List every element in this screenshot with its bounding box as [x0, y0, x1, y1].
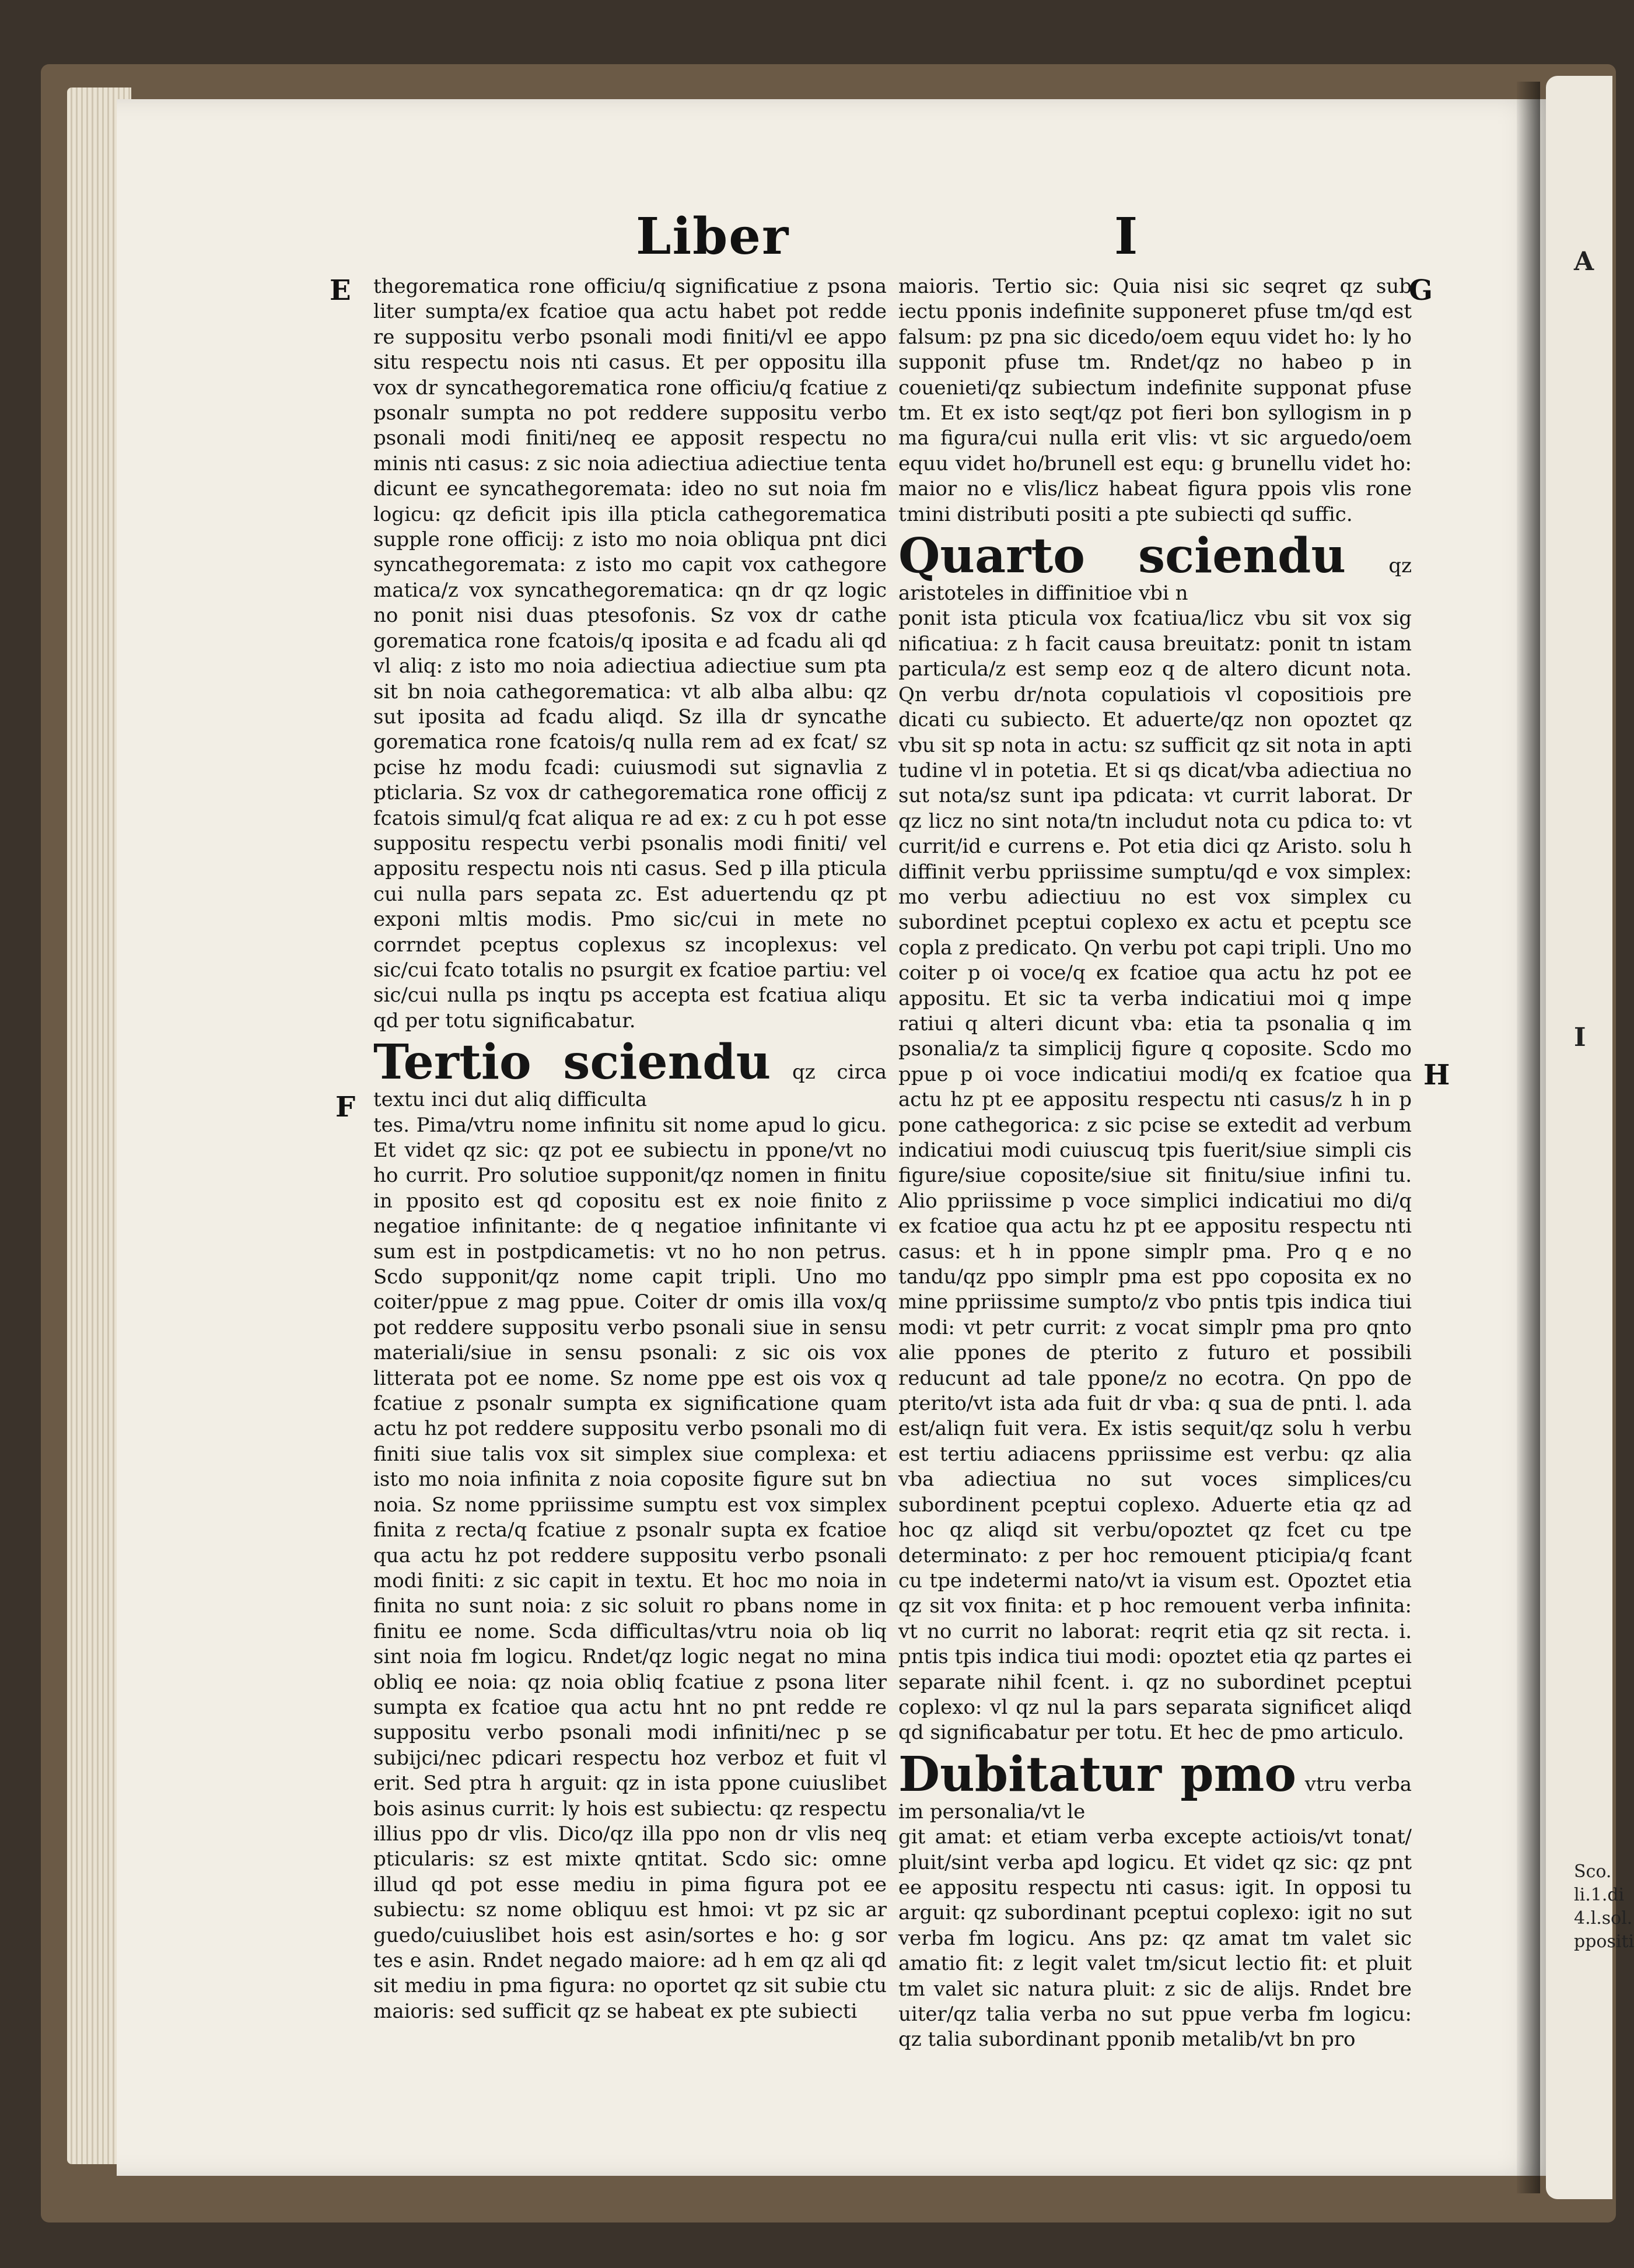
running-title-book-number: I	[1114, 207, 1139, 266]
section-heading-tertio	[373, 1034, 887, 1112]
running-title-liber: Liber	[636, 207, 790, 266]
facing-page-letter-mid: I	[1574, 1023, 1586, 1052]
paragraph: maioris. Tertio sic: Quia nisi sic seqret qz sub iectu pponis indefinite supponeret pfuse tm/qd est falsum: pz pna sic dicedo/oem equu videt ho: ly ho supponit pfuse tm. Rndet/qz no habeo p in couenieti/qz subiectum indefinite supponat pfuse tm. Et ex isto seqt/qz pot fieri bon syllogism in p ma figura/cui nulla erit vlis: vt sic arguedo/oem equu videt ho/brunell est equ: g brunellu videt ho: maior no e vlis/licz habeat figura ppois vlis rone tmini distributi positi a pte subiecti qd suffic.	[898, 275, 1412, 526]
margin-letter-e: E	[330, 274, 351, 307]
facing-page-note-line: ppositi	[1574, 1931, 1634, 1952]
section-heading-tail: vtru verba im personalia/vt le	[898, 1772, 1412, 1824]
book-gutter	[1517, 82, 1540, 2193]
paragraph: thegorematica rone officiu/q significatiue z psona liter sumpta/ex fcatioe qua actu habet pot redde re suppositu verbo psonali modi finiti/vl ee appo situ respectu nois nti casus. Et per oppositu illa vox dr syncathegorematica rone officiu/q fcatiue z psonalr sumpta no pot reddere suppositu verbo psonali modi finiti/neq ee apposit respectu no minis nti casus: z sic noia adiectiua adiectiue tenta dicunt ee syncathegoremata: ideo no sut noia fm logicu: qz deficit ipis illa pticla cathegorematica supple rone officij: z isto mo noia obliqua pnt dici syncathegoremata: z isto mo capit vox cathegore matica/z vox syncathegorematica: qn dr qz logic no ponit nisi duas ptesofonis. Sz vox dr cathe gorematica rone fcatois/q iposita e ad fcadu ali qd vl aliq: z isto mo noia adiectiua adiectiue sum pta sit bn noia cathegorematica: vt alb alba albu: qz sut iposita ad fcadu aliqd. Sz illa dr syncathe gorematica rone fcatois/q nulla rem ad ex fcat/ sz pcise hz modu fcadi: cuiusmodi sut signavlia z pticlaria. Sz vox dr cathegorematica rone officij z fcatois simul/q fcat aliqua re ad ex: z cu h pot esse suppositu respectu verbi psonalis modi finiti/ vel appositu respectu nois nti casus. Sed p illa pticula cui nulla pars sepata zc. Est aduertendu qz pt exponi mltis modis. Pmo sic/cui in mete no corrndet pceptus coplexus sz incoplexus: vel sic/cui fcato totalis no psurgit ex fcatioe partiu: vel sic/cui nulla ps inqtu ps accepta est fcatiua aliqu qd per totu significabatur.	[373, 275, 887, 1032]
margin-letter-g: G	[1409, 274, 1433, 307]
margin-letter-h: H	[1423, 1059, 1450, 1091]
section-heading-tail: qz circa textu inci dut aliq difficulta	[373, 1060, 887, 1112]
paragraph: ponit ista pticula vox fcatiua/licz vbu sit vox sig nificatiua: z h facit causa breuitatz: ponit tn istam particula/z est semp eoz q de altero dicunt nota. Qn verbu dr/nota copulatiois vl copositiois pre dicati cu subiecto. Et aduerte/qz non opoztet qz vbu sit sp nota in actu: sz sufficit qz sit nota in apti tudine vl in potetia. Et si qs dicat/vba adiectiua no sut nota/sz sunt ipa pdicata: vt currit laborat. Dr qz licz no sint nota/tn includut nota cu pdica to: vt currit/id e currens e. Pot etia dici qz Aristo. solu h diffinit verbu ppriissime sumptu/qd e vox simplex: mo verbu adiectiuu no est vox simplex cu subordinet pceptui coplexo ex actu et pceptu sce copla z predicato. Qn verbu pot capi tripli. Uno mo coiter p oi voce/q ex fcatioe qua actu hz pot ee appositu. Et sic ta verba indicatiui moi q impe ratiui q alteri dicunt vba: etia ta psonalia q im psonalia/z ta simplicij figure q coposite. Scdo mo ppue p oi voce indicatiui modi/q ex fcatioe qua actu hz pt ee appositu respectu nti casus/z h in p pone cathegorica: z sic pcise se extedit ad verbum indicatiui modi cuiuscuq tpis fuerit/siue simpli cis figure/siue coposite/siue sit finitu/siue infini tu. Alio ppriissime p voce simplici indicatiui mo di/q ex fcatioe qua actu hz pt ee appositu respectu nti casus: et h in ppone simplr pma. Pro q e no tandu/qz ppo simplr pma est ppo coposita ex no mine ppriissime sumpto/z vbo pntis tpis indica tiui modi: vt petr currit: z vocat simplr pma pro qnto alie ppones de pterito z futuro et possibili reducunt ad tale ppone/z no ecotra. Qn ppo de pterito/vt ista ada fuit dr vba: q sua de pnti. l. ada est/aliqn fuit vera. Ex istis sequit/qz solu h verbu est tertiu adiacens ppriissime est verbu: qz alia vba adiectiua no sut voces simplices/cu subordinent pceptui coplexo. Aduerte etia qz ad hoc qz aliqd sit verbu/opoztet qz fcet cu tpe determinato: z per hoc remouent pticipia/q fcant cu tpe indetermi nato/vt ia visum est. Opoztet etia qz sit vox finita: et p hoc remouent verba infinita: vt no currit no laborat: reqrit etia qz sit recta. i. pntis tpis indica tiui modi: opoztet etia qz partes ei separate nihil fcent. i. qz no subordinet pceptui coplexo: vl qz nul la pars separata significet aliqd qd significabatur per totu. Et hec de pmo articulo.	[898, 607, 1412, 1745]
facing-page-letter-top: A	[1574, 247, 1594, 276]
section-heading-dubitatur	[898, 1746, 1412, 1825]
section-heading-quarto	[898, 528, 1412, 606]
facing-page-note-line: 4.l.sol.	[1574, 1908, 1633, 1929]
facing-page-note-line: li.1.di	[1574, 1885, 1625, 1905]
section-heading-text: Tertio sciendu	[373, 1034, 771, 1091]
facing-page-note-line: Sco.	[1574, 1861, 1612, 1882]
margin-letter-f: F	[335, 1091, 356, 1124]
paragraph: git amat: et etiam verba excepte actiois/vt tonat/ pluit/sint verba apd logicu. Et videt qz sic: qz pnt ee appositu respectu nti casus: igit. In opposi tu arguit: qz subordinant pceptui coplexo: igit no sut verba fm logicu. Ans pz: qz amat tm valet sic amatio fit: z legit valet tm/sicut lectio fit: et pluit tm valet sic natura pluit: z sic de alijs. Rndet bre uiter/qz talia verba no sut ppue verba fm logicu: qz talia subordinant pponib metalib/vt bn pro	[898, 1825, 1412, 2052]
facing-page-fragment	[1546, 76, 1634, 2199]
section-heading-text: Dubitatur pmo	[898, 1746, 1297, 1803]
section-heading-tail: qz aristoteles in diffinitioe vbi n	[898, 554, 1412, 606]
text-column-left	[373, 274, 887, 2024]
text-column-right	[898, 274, 1412, 2053]
paragraph: tes. Pima/vtru nome infinitu sit nome apud lo gicu. Et videt qz sic: qz pot ee subiectu in ppone/vt no ho currit. Pro solutioe supponit/qz nomen in finitu in pposito est qd copositu est ex noie finito z negatioe infinitante: de q negatioe infinitante vi sum est in postpdicametis: vt no ho non petrus. Scdo supponit/qz nome capit tripli. Uno mo coiter/ppue z mag ppue. Coiter dr omis illa vox/q pot reddere suppositu verbo psonali siue in sensu materiali/siue in sensu psonali: z sic ois vox litterata pot ee nome. Sz nome ppe est ois vox q fcatiue z psonalr sumpta ex significatione quam actu hz pot reddere suppositu verbo psonali mo di finiti siue talis vox sit simplex siue complexa: et isto mo noia infinita z noia coposite figure sut bn noia. Sz nome ppriissime sumptu est vox simplex finita z recta/q fcatiue z psonalr supta ex fcatioe qua actu hz pot reddere suppositu verbo psonali modi finiti: z sic capit in textu. Et hoc mo noia in finita no sunt noia: z sic soluit ro pbans nome in finitu ee nome. Scda difficultas/vtru noia ob liq sint noia fm logicu. Rndet/qz logic negat no mina obliq ee noia: qz noia obliq fcatiue z psona liter sumpta ex fcatioe qua actu hnt no pnt redde re suppositu verbo psonali modi infiniti/nec p se subijci/nec pdicari respectu hoz verboz et fuit vl erit. Sed ptra h arguit: qz in ista ppone cuiuslibet bois asinus currit: ly hois est subiectu: qz respectu illius ppo dr vlis. Dico/qz illa ppo non dr vlis neq pticularis: sz est mixte qntitat. Scdo sic: omne illud qd pot esse mediu in pima figura pot ee subiectu: sz nome obliquu est hmoi: vt pz sic ar guedo/cuiuslibet hois est asin/sortes e ho: g sor tes e asin. Rndet negado maiore: ad h em qz ali qd sit mediu in pma figura: no oportet qz sit subie ctu maioris: sed sufficit qz se habeat ex pte subiecti	[373, 1113, 887, 2023]
section-heading-text: Quarto sciendu	[898, 528, 1346, 584]
